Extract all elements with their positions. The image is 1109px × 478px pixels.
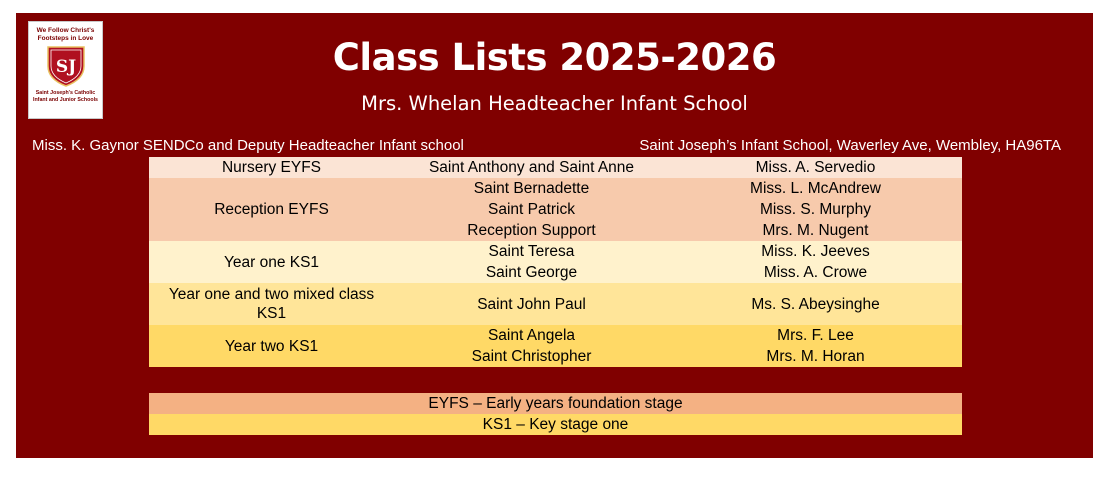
- year-group-line: KS1: [256, 305, 287, 322]
- year-group-cell: Reception EYFS: [149, 178, 394, 241]
- abbreviation-key: [149, 393, 962, 435]
- class-name-cell: [394, 178, 669, 241]
- class-row-reception: [149, 178, 962, 241]
- logo-school-name: Saint Joseph's Catholic Infant and Junior Schools: [32, 90, 99, 103]
- key-text: EYFS – Early years foundation stage: [149, 393, 962, 414]
- teacher-name: Mrs. M. Horan: [766, 348, 865, 365]
- page-subtitle: Mrs. Whelan Headteacher Infant School: [361, 92, 748, 115]
- teacher-name: Mrs. M. Nugent: [762, 222, 869, 239]
- class-name: Saint George: [485, 264, 578, 281]
- page-title: Class Lists 2025-2026: [332, 36, 777, 79]
- class-name-cell: Saint John Paul: [394, 283, 669, 325]
- year-group-line: Year one and two mixed class: [168, 286, 375, 303]
- class-name: Saint Angela: [487, 327, 576, 344]
- class-name: Saint Patrick: [487, 201, 575, 218]
- teacher-name: Miss. K. Jeeves: [761, 243, 870, 260]
- class-row-mixed: [149, 283, 962, 325]
- teacher-cell: [669, 241, 962, 283]
- deputy-info: Miss. K. Gaynor SENDCo and Deputy Headteacher Infant school: [32, 137, 464, 154]
- class-row-year-one: [149, 241, 962, 283]
- key-text: KS1 – Key stage one: [149, 414, 962, 435]
- teacher-cell: Miss. A. Servedio: [669, 157, 962, 178]
- class-name: Saint Teresa: [488, 243, 575, 260]
- key-row-eyfs: [149, 393, 962, 414]
- teacher-name: Miss. L. McAndrew: [750, 180, 881, 197]
- teacher-name: Mrs. F. Lee: [777, 327, 854, 344]
- class-row-year-two: [149, 325, 962, 367]
- logo-motto: We Follow Christ's Footsteps in Love: [36, 27, 95, 42]
- class-list-table: [149, 157, 962, 367]
- class-name-cell: Saint Anthony and Saint Anne: [394, 157, 669, 178]
- year-group-cell: [149, 283, 394, 325]
- teacher-name: Miss. A. Crowe: [763, 264, 868, 281]
- class-name-cell: [394, 325, 669, 367]
- year-group-cell: Year one KS1: [149, 241, 394, 283]
- key-row-ks1: [149, 414, 962, 435]
- class-name-cell: [394, 241, 669, 283]
- teacher-cell: [669, 325, 962, 367]
- teacher-cell: Ms. S. Abeysinghe: [669, 283, 962, 325]
- class-name: Reception Support: [467, 222, 596, 239]
- logo-initials: SJ: [55, 57, 76, 77]
- school-address: Saint Joseph’s Infant School, Waverley Ave, Wembley, HA96TA: [639, 137, 1061, 154]
- teacher-name: Miss. S. Murphy: [759, 201, 872, 218]
- year-group-cell: Nursery EYFS: [149, 157, 394, 178]
- class-row-nursery: [149, 157, 962, 178]
- teacher-cell: [669, 178, 962, 241]
- class-name: Saint Christopher: [471, 348, 592, 365]
- class-name: Saint Bernadette: [473, 180, 590, 197]
- year-group-cell: Year two KS1: [149, 325, 394, 367]
